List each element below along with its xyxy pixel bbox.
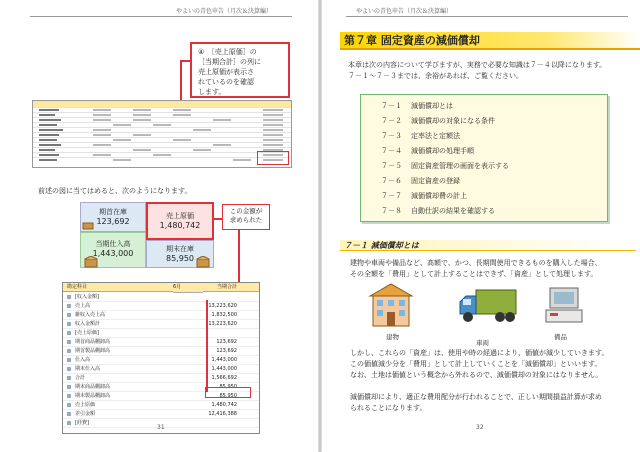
row-total-value: 85,950 bbox=[219, 393, 237, 399]
toc-title: 減価償却とは bbox=[411, 102, 453, 110]
cost-of-sales-value: 1,480,742 bbox=[159, 221, 201, 230]
toc-num: ７－５ bbox=[381, 162, 402, 170]
row-total-value: 1,566,692 bbox=[211, 375, 237, 381]
toc-item bbox=[381, 131, 460, 141]
table-row bbox=[63, 410, 259, 419]
row-account-name: 売上原価 bbox=[75, 402, 96, 408]
row-icon bbox=[67, 376, 71, 380]
table-row bbox=[63, 320, 259, 329]
row-total-value: 13,223,620 bbox=[208, 303, 237, 309]
table-row bbox=[63, 347, 259, 356]
paragraph-line: しかし、これらの「資産」は、使用や時の経過により、価値が減少していきます。 bbox=[350, 349, 609, 357]
paragraph-line: 減価償却により、適正な費用配分が行われることで、正しい期間損益計算が求め bbox=[350, 393, 602, 401]
row-account-name: 売上高 bbox=[75, 303, 91, 309]
chapter-intro bbox=[348, 60, 638, 82]
row-icon bbox=[67, 349, 71, 353]
amount-note bbox=[222, 204, 270, 230]
table-row bbox=[63, 302, 259, 311]
row-icon bbox=[67, 412, 71, 416]
cogs-highlight bbox=[205, 387, 251, 398]
toc-title: 定率法と定額法 bbox=[411, 132, 460, 140]
building-icon bbox=[366, 282, 416, 328]
toc-num: ７－４ bbox=[381, 147, 402, 155]
toc-item bbox=[381, 206, 495, 216]
toc-title: 固定資産の登録 bbox=[411, 177, 460, 185]
toc-num: ７－６ bbox=[381, 177, 402, 185]
row-account-name: 雑収入売上高 bbox=[75, 312, 106, 318]
chapter-title: 第７章 固定資産の減価償却 bbox=[340, 32, 640, 50]
right-header-rule bbox=[346, 16, 628, 17]
row-icon bbox=[67, 313, 71, 317]
paragraph bbox=[350, 348, 636, 381]
row-account-name: [収入金額] bbox=[75, 294, 99, 300]
toc-item bbox=[381, 101, 453, 111]
paragraph-line: その全額を「費用」として計上することはできず、「資産」として処理します。 bbox=[350, 270, 598, 278]
row-account-name: 収入金額計 bbox=[75, 321, 101, 327]
note-line: 求められた bbox=[229, 216, 263, 224]
row-account-name: 差引金額 bbox=[75, 411, 96, 417]
cost-of-sales-label: 売上原価 bbox=[166, 212, 194, 220]
toc-item bbox=[381, 161, 509, 171]
paragraph-line: られることになります。 bbox=[350, 404, 427, 412]
row-icon bbox=[67, 331, 71, 335]
body-text: 前述の図に当てはめると、次のようになります。 bbox=[38, 187, 192, 195]
toc-title: 固定資産管理の画面を表示する bbox=[411, 162, 509, 170]
row-total-value: 85,950 bbox=[219, 384, 237, 390]
row-icon bbox=[67, 295, 71, 299]
table-row bbox=[63, 401, 259, 410]
row-total-value: 123,692 bbox=[216, 348, 237, 354]
toc-num: ７－２ bbox=[381, 117, 402, 125]
arrow-line bbox=[206, 300, 208, 392]
paragraph bbox=[350, 392, 636, 414]
ending-inventory-label: 期末在庫 bbox=[166, 245, 194, 253]
spreadsheet-screenshot bbox=[32, 100, 292, 168]
table-header: 6月 bbox=[173, 283, 203, 293]
left-page bbox=[0, 0, 314, 452]
row-account-name: 仕入高 bbox=[75, 357, 91, 363]
left-header-rule bbox=[30, 16, 292, 17]
row-total-value: 123,692 bbox=[216, 339, 237, 345]
section-title: ７－１ 減価償却とは bbox=[340, 240, 636, 251]
right-page bbox=[326, 0, 640, 452]
toc-item bbox=[381, 116, 495, 126]
table-row bbox=[63, 329, 259, 338]
note-leader bbox=[214, 218, 222, 220]
caption-equipment: 備品 bbox=[554, 333, 567, 341]
caption-building: 建物 bbox=[386, 333, 399, 341]
callout-line: します。 bbox=[198, 88, 226, 96]
toc-num: ７－７ bbox=[381, 192, 402, 200]
callout-leader bbox=[180, 60, 190, 62]
paragraph-line: なお、土地は価値という概念から外れるので、減価償却の対象にはなりません。 bbox=[350, 371, 603, 379]
page-number: 31 bbox=[157, 424, 165, 431]
row-account-name: [経費] bbox=[75, 420, 89, 426]
row-icon bbox=[67, 403, 71, 407]
intro-line: 本章は次の内容について学びますが、実務で必要な知識は７－４以降になります。 bbox=[348, 61, 607, 69]
row-icon bbox=[67, 394, 71, 398]
highlight-box bbox=[257, 151, 289, 165]
left-running-header: やよいの青色申告（月次＆決算編） bbox=[176, 8, 273, 15]
row-total-value: 1,832,500 bbox=[211, 312, 237, 318]
row-icon bbox=[67, 385, 71, 389]
row-account-name: 期首製品棚卸高 bbox=[75, 348, 111, 354]
table-row bbox=[63, 338, 259, 347]
paragraph bbox=[350, 258, 636, 280]
callout-line: ④ ［売上原価］の bbox=[198, 48, 257, 56]
callout-line: ［当期合計］の列に bbox=[198, 58, 261, 66]
callout-line: れているのを確認 bbox=[198, 78, 254, 86]
row-total-value: 1,443,000 bbox=[211, 357, 237, 363]
row-total-value: 1,443,000 bbox=[211, 366, 237, 372]
equipment-icon bbox=[544, 286, 584, 326]
row-account-name: 期末仕入高 bbox=[75, 366, 101, 372]
box-icon bbox=[84, 256, 98, 268]
row-account-name: [売上原価] bbox=[75, 330, 99, 336]
note-line: この金額が bbox=[229, 207, 263, 215]
row-icon bbox=[67, 358, 71, 362]
row-total-value: 12,416,388 bbox=[208, 411, 237, 417]
toc-item bbox=[381, 146, 474, 156]
toc-title: 減価償却費の計上 bbox=[411, 192, 467, 200]
table-of-contents bbox=[360, 94, 608, 222]
instruction-callout bbox=[190, 42, 290, 98]
table-row bbox=[63, 356, 259, 365]
table-header: 勘定科目 bbox=[63, 283, 173, 292]
toc-num: ７－３ bbox=[381, 132, 402, 140]
intro-line: ７－１～７－３までは、余裕があれば、ご覧ください。 bbox=[348, 72, 523, 80]
purchases-value: 1,443,000 bbox=[92, 249, 134, 258]
row-account-name: 期末製品棚卸高 bbox=[75, 393, 111, 399]
right-running-header: やよいの青色申告（月次＆決算編） bbox=[356, 8, 453, 15]
toc-item bbox=[381, 191, 467, 201]
page-number: 32 bbox=[476, 424, 484, 431]
toc-num: ７－１ bbox=[381, 102, 402, 110]
row-total-value: 13,223,620 bbox=[208, 321, 237, 327]
book-spine bbox=[318, 0, 322, 452]
sheet-row bbox=[33, 157, 291, 162]
row-account-name: 期首商品棚卸高 bbox=[75, 339, 111, 345]
caption-vehicle: 車両 bbox=[476, 339, 489, 347]
callout-line: 売上原価が表示さ bbox=[198, 68, 254, 76]
row-icon bbox=[67, 421, 71, 425]
cost-of-sales-box bbox=[146, 202, 214, 240]
box-icon bbox=[196, 256, 210, 268]
table-row bbox=[63, 293, 259, 302]
toc-title: 自動仕訳の結果を確認する bbox=[411, 207, 495, 215]
row-icon bbox=[67, 304, 71, 308]
row-icon bbox=[67, 322, 71, 326]
row-account-name: 期末商品棚卸高 bbox=[75, 384, 111, 390]
toc-item bbox=[381, 176, 460, 186]
truck-icon bbox=[456, 286, 518, 326]
toc-num: ７－８ bbox=[381, 207, 402, 215]
purchases-label: 当期仕入高 bbox=[95, 240, 131, 248]
box-icon bbox=[82, 220, 94, 230]
beginning-inventory-label: 期首在庫 bbox=[99, 208, 127, 216]
paragraph-line: この価値減少分を「費用」として計上していくことを「減価償却」といいます。 bbox=[350, 360, 602, 368]
table-row bbox=[63, 311, 259, 320]
toc-title: 減価償却の処理手順 bbox=[411, 147, 474, 155]
row-account-name: 合計 bbox=[75, 375, 86, 381]
row-icon bbox=[67, 367, 71, 371]
paragraph-line: 建物や車両や備品など、高額で、かつ、長期間使用できるものを購入した場合、 bbox=[350, 259, 602, 267]
toc-title: 減価償却の対象になる条件 bbox=[411, 117, 495, 125]
row-icon bbox=[67, 340, 71, 344]
table-row bbox=[63, 365, 259, 374]
ending-inventory-value: 85,950 bbox=[166, 254, 194, 263]
row-total-value: 1,480,742 bbox=[211, 402, 237, 408]
beginning-inventory-value: 123,692 bbox=[96, 217, 130, 226]
table-row bbox=[63, 374, 259, 383]
table-header: 当期合計 bbox=[203, 283, 259, 292]
account-table bbox=[62, 282, 260, 434]
